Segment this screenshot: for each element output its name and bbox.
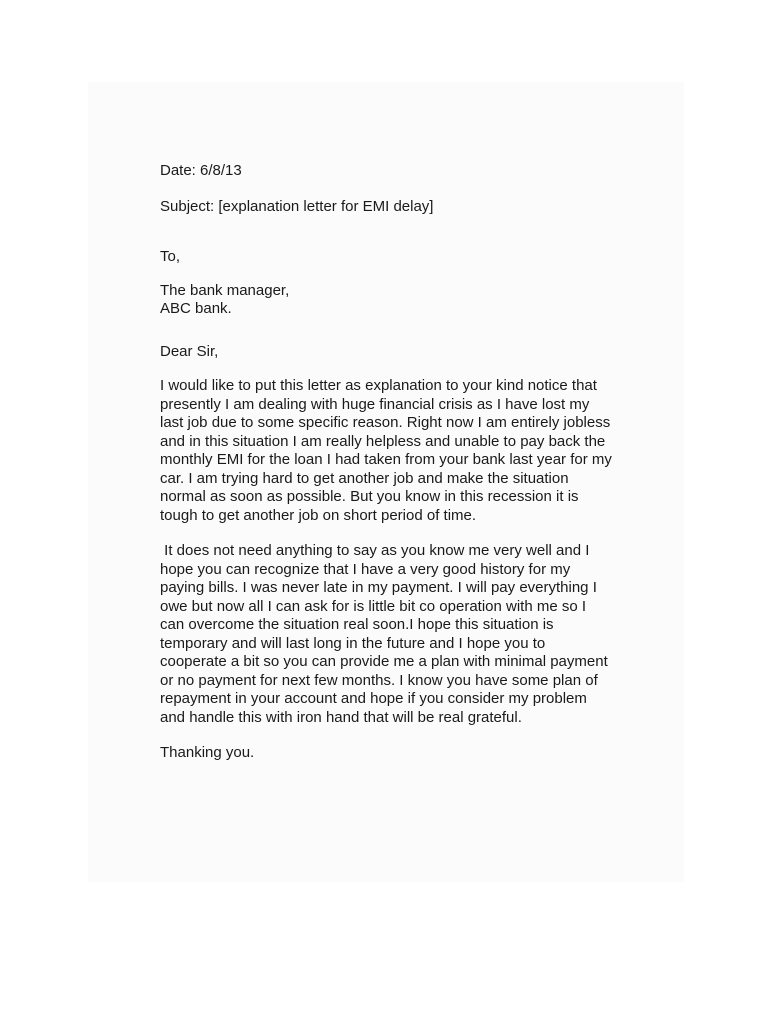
paragraph-line: or no payment for next few months. I know you have some plan of <box>160 671 598 689</box>
paragraph-line: hope you can recognize that I have a very good history for my <box>160 560 571 578</box>
letter-closing: Thanking you. <box>160 744 255 761</box>
paragraph-line: tough to get another job on short period of time. <box>160 506 477 524</box>
letter-date: Date: 6/8/13 <box>160 162 242 179</box>
paragraph-line: monthly EMI for the loan I had taken from your bank last year for my <box>160 451 612 468</box>
paragraph-line: normal as soon as possible. But you know in this recession it is <box>160 488 579 505</box>
paragraph-line: and handle this with iron hand that will be real grateful. <box>160 708 522 726</box>
paragraph-line: It does not need anything to say as you know me very well and I <box>160 542 590 559</box>
paragraph-line: I would like to put this letter as explanation to your kind notice that <box>160 377 597 394</box>
letter-subject: Subject: [explanation letter for EMI delay] <box>160 197 434 215</box>
letter-to: To, <box>160 248 181 265</box>
recipient-line: The bank manager, <box>160 281 290 299</box>
paragraph-line: and in this situation I am really helpless and unable to pay back the <box>160 432 606 450</box>
letter-greeting: Dear Sir, <box>160 342 219 360</box>
body-paragraph-1 <box>160 377 620 525</box>
paragraph-line: can overcome the situation real soon.I hope this situation is <box>160 616 554 633</box>
paragraph-line: owe but now all I can ask for is little bit co operation with me so I <box>160 597 587 615</box>
paragraph-line: presently I am dealing with huge financial crisis as I have lost my <box>160 395 590 413</box>
recipient-line: ABC bank. <box>160 300 232 317</box>
paragraph-line: car. I am trying hard to get another job and make the situation <box>160 469 569 487</box>
recipient-address <box>160 282 620 319</box>
paragraph-line: temporary and will last long in the future and I hope you to <box>160 634 546 652</box>
paragraph-line: last job due to some specific reason. Right now I am entirely jobless <box>160 414 611 431</box>
paragraph-line: paying bills. I was never late in my payment. I will pay everything I <box>160 579 597 596</box>
letter <box>160 162 620 763</box>
body-paragraph-2 <box>160 542 620 727</box>
paragraph-line: repayment in your account and hope if you consider my problem <box>160 690 587 707</box>
paragraph-line: cooperate a bit so you can provide me a plan with minimal payment <box>160 653 608 670</box>
